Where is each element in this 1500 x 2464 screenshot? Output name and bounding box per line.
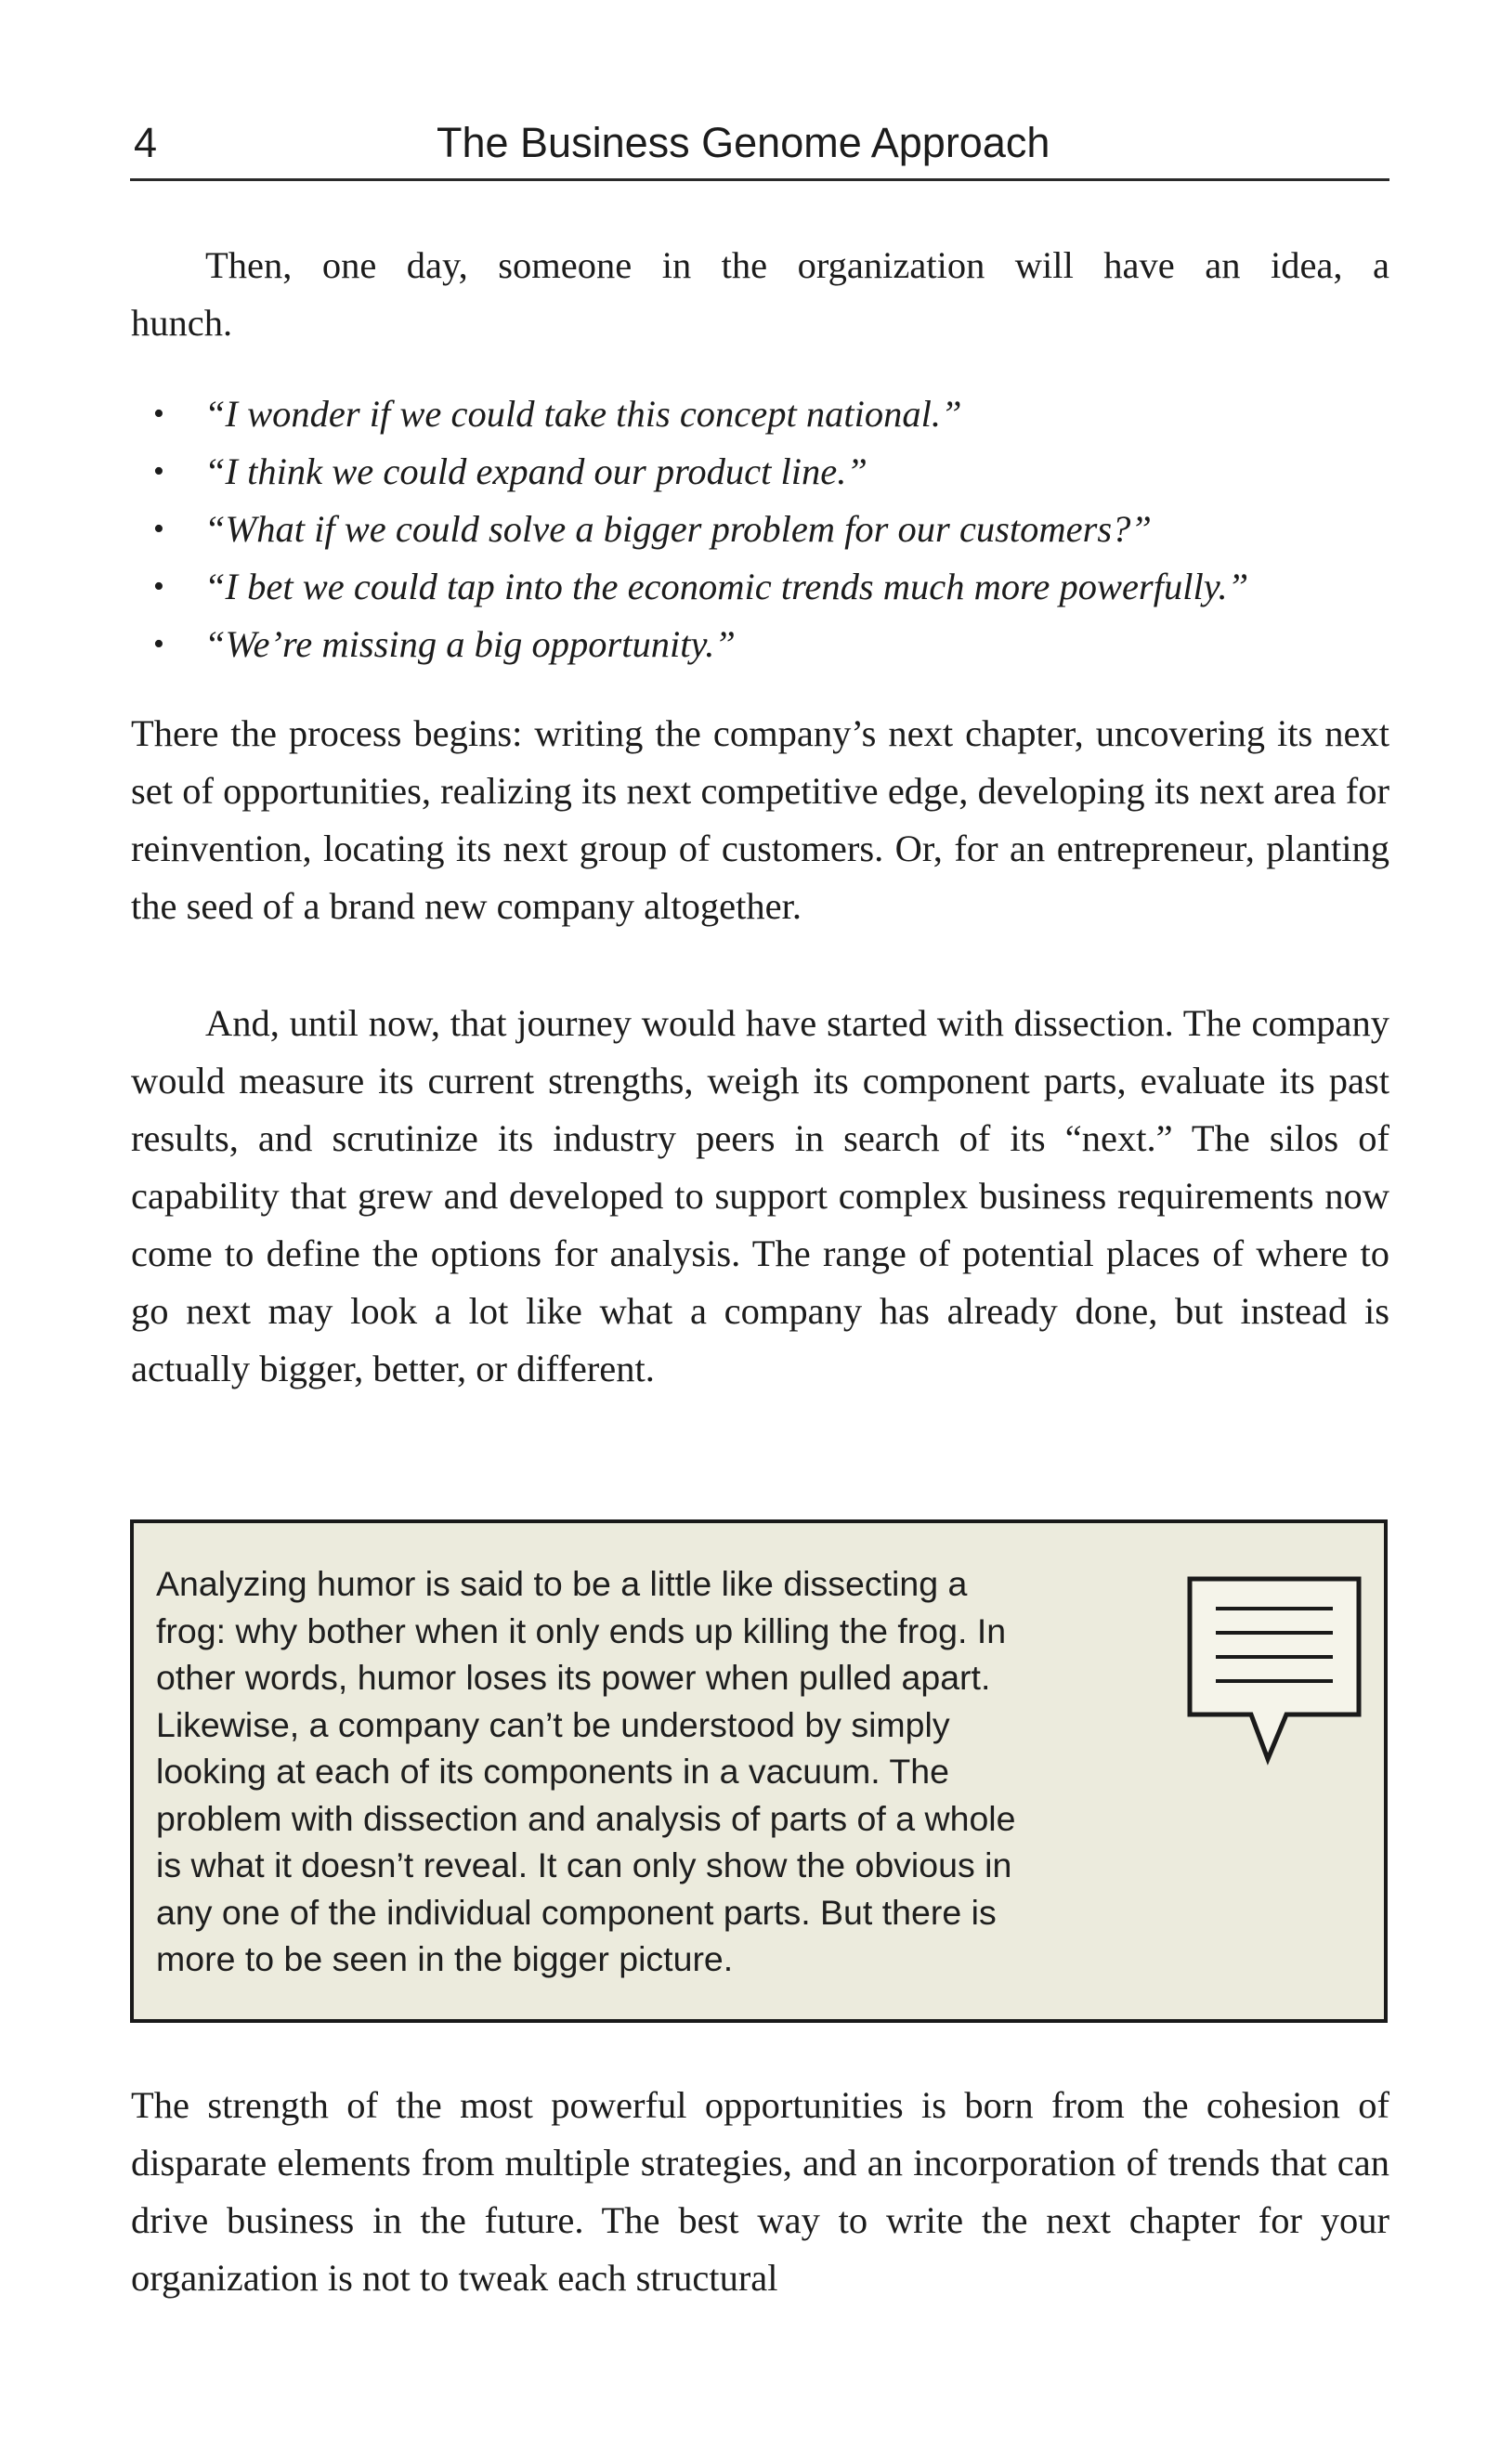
intro-line-1: Then, one day, someone in the organization will have an idea, a — [205, 244, 1389, 286]
bullet-item: • “I bet we could tap into the economic trends much more powerfully.” — [131, 558, 1389, 616]
page-header — [130, 111, 1389, 181]
idea-bullet-list — [131, 385, 1389, 673]
callout-line: more to be seen in the bigger picture. — [156, 1939, 734, 1978]
callout-line: any one of the individual component parts. But there is — [156, 1892, 997, 1932]
page-number: 4 — [134, 119, 158, 166]
paragraph-process-begins: There the process begins: writing the company’s next chapter, uncovering its next set of opportunities, realizing its next competitive edge, developing its next area for reinvention, locating its next group of customers. Or, for an entrepreneur, planting the seed of a brand new company altogether. — [131, 712, 1389, 927]
callout-line: Likewise, a company can’t be understood by simply — [156, 1704, 950, 1744]
bullet-item: • “I think we could expand our product line.” — [131, 443, 1389, 501]
running-head: The Business Genome Approach — [437, 119, 1050, 166]
callout-text — [156, 1560, 1298, 1983]
paragraph-strength: The strength of the most powerful opportunities is born from the cohesion of disparate elements from multiple strategies, and an incorporation of trends that can drive business in the future. The best way to write the next chapter for your organization is not to tweak each structural — [131, 2084, 1389, 2299]
speech-bubble-icon — [1186, 1575, 1363, 1770]
callout-line: other words, humor loses its power when pulled apart. — [156, 1658, 991, 1697]
callout-line: frog: why bother when it only ends up killing the frog. In — [156, 1610, 1007, 1650]
bullet-item: • “What if we could solve a bigger problem for our customers?” — [131, 501, 1389, 558]
callout-line: problem with dissection and analysis of parts of a whole — [156, 1798, 1016, 1838]
callout-box — [130, 1519, 1388, 2023]
bullet-item: • “We’re missing a big opportunity.” — [131, 616, 1389, 673]
bullet-item: • “I wonder if we could take this concept national.” — [131, 385, 1389, 443]
callout-line: Analyzing humor is said to be a little like dissecting a — [156, 1564, 968, 1603]
paragraph-dissection: And, until now, that journey would have started with dissection. The company would measure its current strengths, weigh its component parts, evaluate its past results, and scrutinize its industry peers in search of its “next.” The silos of capability that grew and developed to support complex business requirements now come to define the options for analysis. The range of potential places of where to go next may look a lot like what a company has already done, but instead is actually bigger, better, or different. — [131, 1002, 1389, 1389]
intro-line-2: hunch. — [131, 302, 233, 344]
callout-line: looking at each of its components in a vacuum. The — [156, 1752, 949, 1791]
callout-line: is what it doesn’t reveal. It can only show the obvious in — [156, 1845, 1012, 1884]
